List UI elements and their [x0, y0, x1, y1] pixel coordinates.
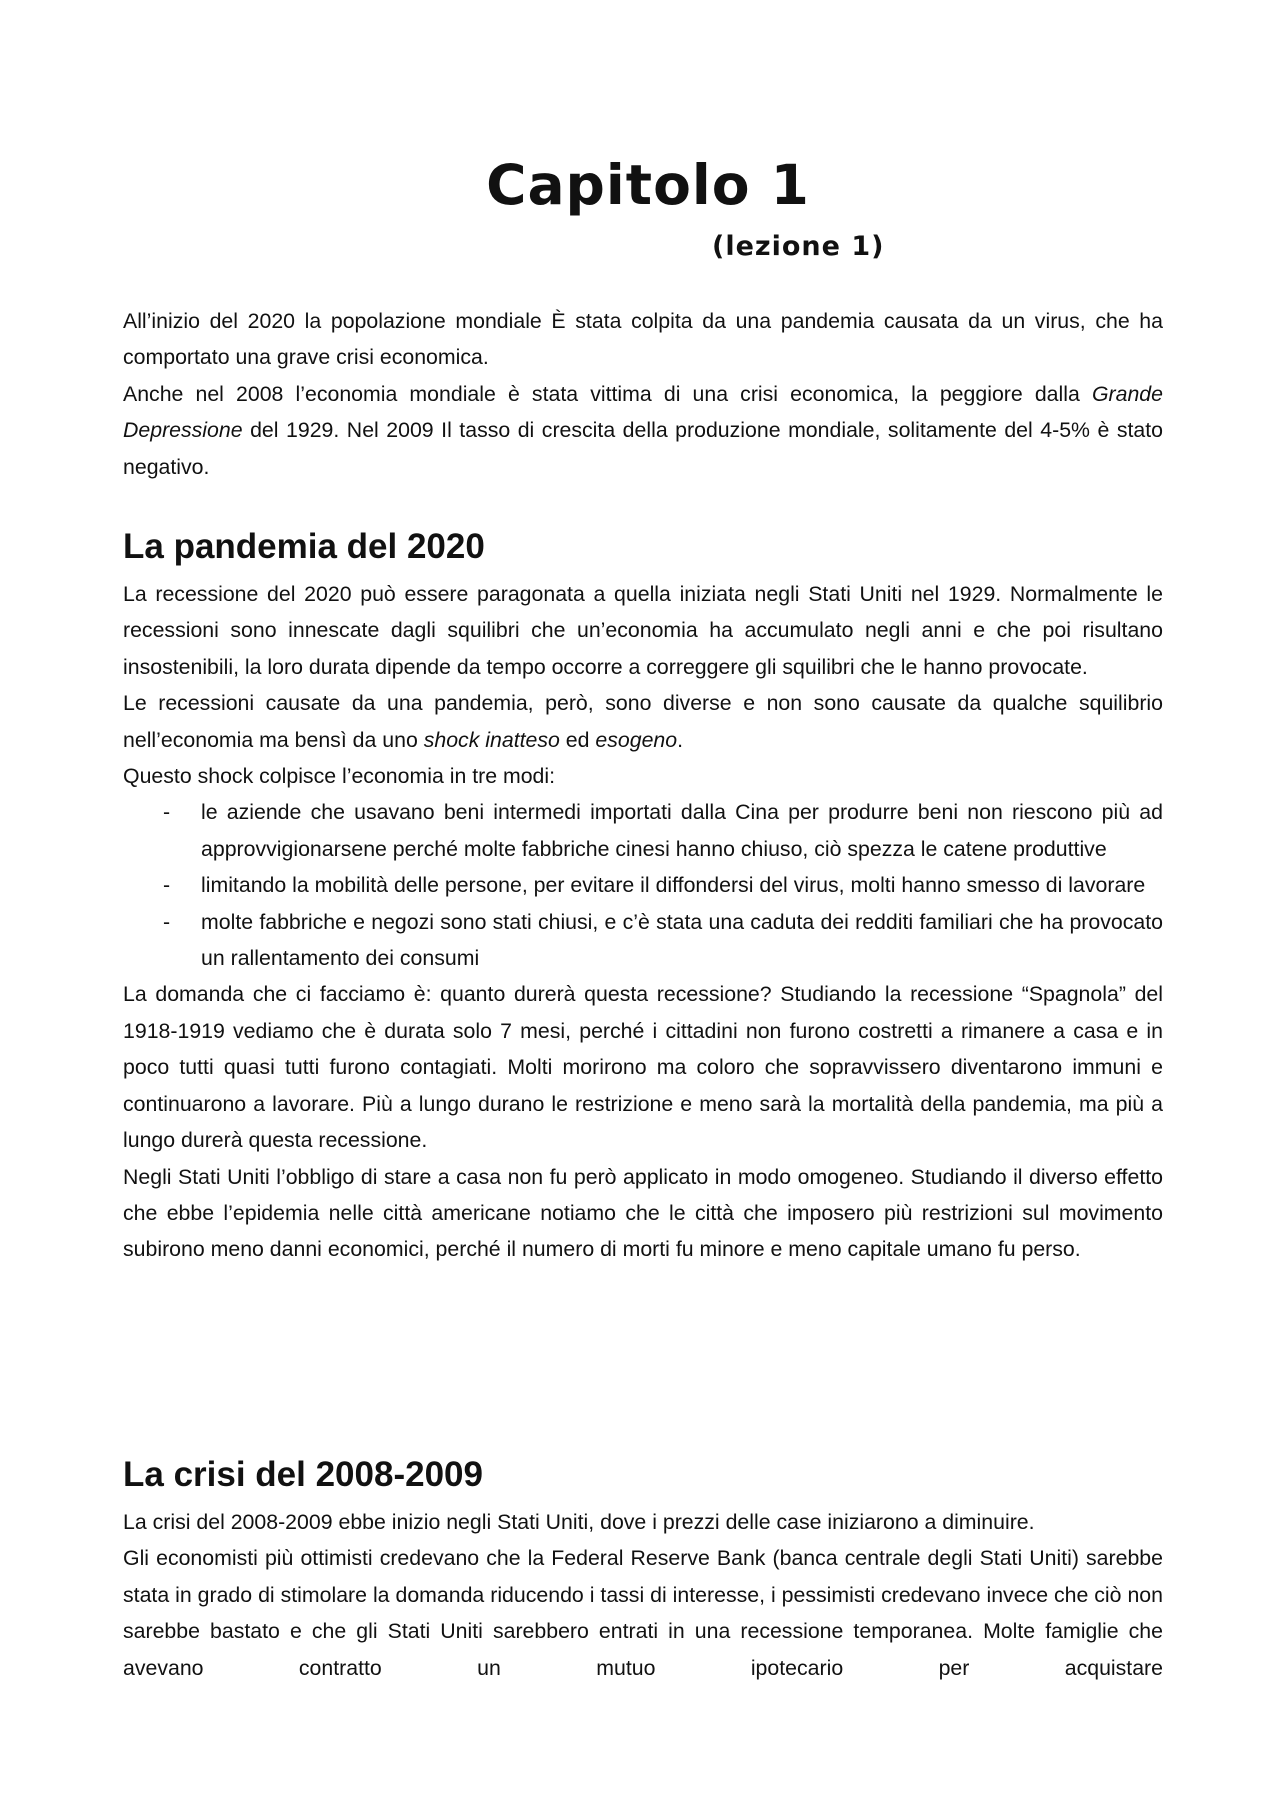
pandemia-paragraph-5: Negli Stati Uniti l’obbligo di stare a casa non fu però applicato in modo omogeneo. Studiando il diverso effetto che ebbe l’epidemia nelle città americane notiamo che le città che imposero più restrizioni sul movimento subirono meno danni economici, perché il numero di morti fu minore e meno capitale umano fu perso.	[123, 1164, 1163, 1262]
dash-marker: -	[163, 873, 171, 898]
section-pandemia-body	[123, 576, 1163, 1268]
emphasis-grande-depressione: Grande Depressione	[123, 381, 1163, 443]
chapter-title: Capitolo 1	[486, 153, 810, 217]
emphasis-shock-inatteso: shock inatteso	[423, 727, 560, 752]
pandemia-paragraph-4: La domanda che ci facciamo è: quanto durerà questa recessione? Studiando la recessione “Spagnola” del 1918-1919 vediamo che è durata solo 7 mesi, perché i cittadini non furono costretti a rimanere a casa e in poco tutti quasi tutti furono contagiati. Molti morirono ma coloro che sopravvissero diventarono immuni e continuarono a lavorare. Più a lungo durano le restrizione e meno sarà la mortalità della pandemia, ma più a lungo durerà questa recessione.	[123, 982, 1163, 1153]
section-crisi-body	[123, 1504, 1163, 1686]
list-item: - molte fabbriche e negozi sono stati chiusi, e c’è stata una caduta dei redditi familiari che ha provocato un rallentamento dei consumi	[123, 904, 1163, 977]
pandemia-paragraph-1: La recessione del 2020 può essere paragonata a quella iniziata negli Stati Uniti nel 1929. Normalmente le recessioni sono innescate dagli squilibri che un’economia ha accumulato negli anni e che poi risultano insostenibili, la loro durata dipende da tempo occorre a correggere gli squilibri che le hanno provocate.	[123, 582, 1163, 679]
list-item: - limitando la mobilità delle persone, per evitare il diffondersi del virus, molti hanno smesso di lavorare	[123, 867, 1163, 903]
section-heading-crisi: La crisi del 2008-2009	[123, 1455, 483, 1494]
emphasis-esogeno: esogeno	[595, 727, 678, 752]
intro-paragraph-2: Anche nel 2008 l’economia mondiale è stata vittima di una crisi economica, la peggiore dalla Grande Depressione del 1929. Nel 2009 Il tasso di crescita della produzione mondiale, solitamente del 4-5% è stato negativo.	[123, 381, 1163, 479]
intro-paragraph-1: All’inizio del 2020 la popolazione mondiale È stata colpita da una pandemia causata da un virus, che ha comportato una grave crisi economica.	[123, 309, 1163, 370]
chapter-subtitle: (lezione 1)	[712, 231, 885, 262]
effects-list	[123, 794, 1163, 976]
crisi-paragraph-1: La crisi del 2008-2009 ebbe inizio negli Stati Uniti, dove i prezzi delle case iniziarono a diminuire.	[123, 1510, 1035, 1534]
dash-marker: -	[163, 800, 171, 825]
pandemia-paragraph-3: Questo shock colpisce l’economia in tre modi:	[123, 764, 556, 789]
dash-marker: -	[163, 909, 171, 934]
list-item: - le aziende che usavano beni intermedi importati dalla Cina per produrre beni non riescono più ad approvvigionarsene perché molte fabbriche cinesi hanno chiuso, ciò spezza le catene produttive	[123, 794, 1163, 867]
section-heading-pandemia: La pandemia del 2020	[123, 527, 485, 566]
crisi-paragraph-2: Gli economisti più ottimisti credevano che la Federal Reserve Bank (banca centrale degli Stati Uniti) sarebbe stata in grado di stimolare la domanda riducendo i tassi di interesse, i pessimisti credevano invece che ciò non sarebbe bastato e che gli Stati Uniti sarebbero entrati in una recessione temporanea. Molte famiglie che avevano contratto un mutuo ipotecario per acquistare	[123, 1546, 1163, 1680]
intro-block	[123, 303, 1163, 485]
pandemia-paragraph-2: Le recessioni causate da una pandemia, però, sono diverse e non sono causate da qualche squilibrio nell’economia ma bensì da uno shock inatteso ed esogeno.	[123, 691, 1163, 752]
